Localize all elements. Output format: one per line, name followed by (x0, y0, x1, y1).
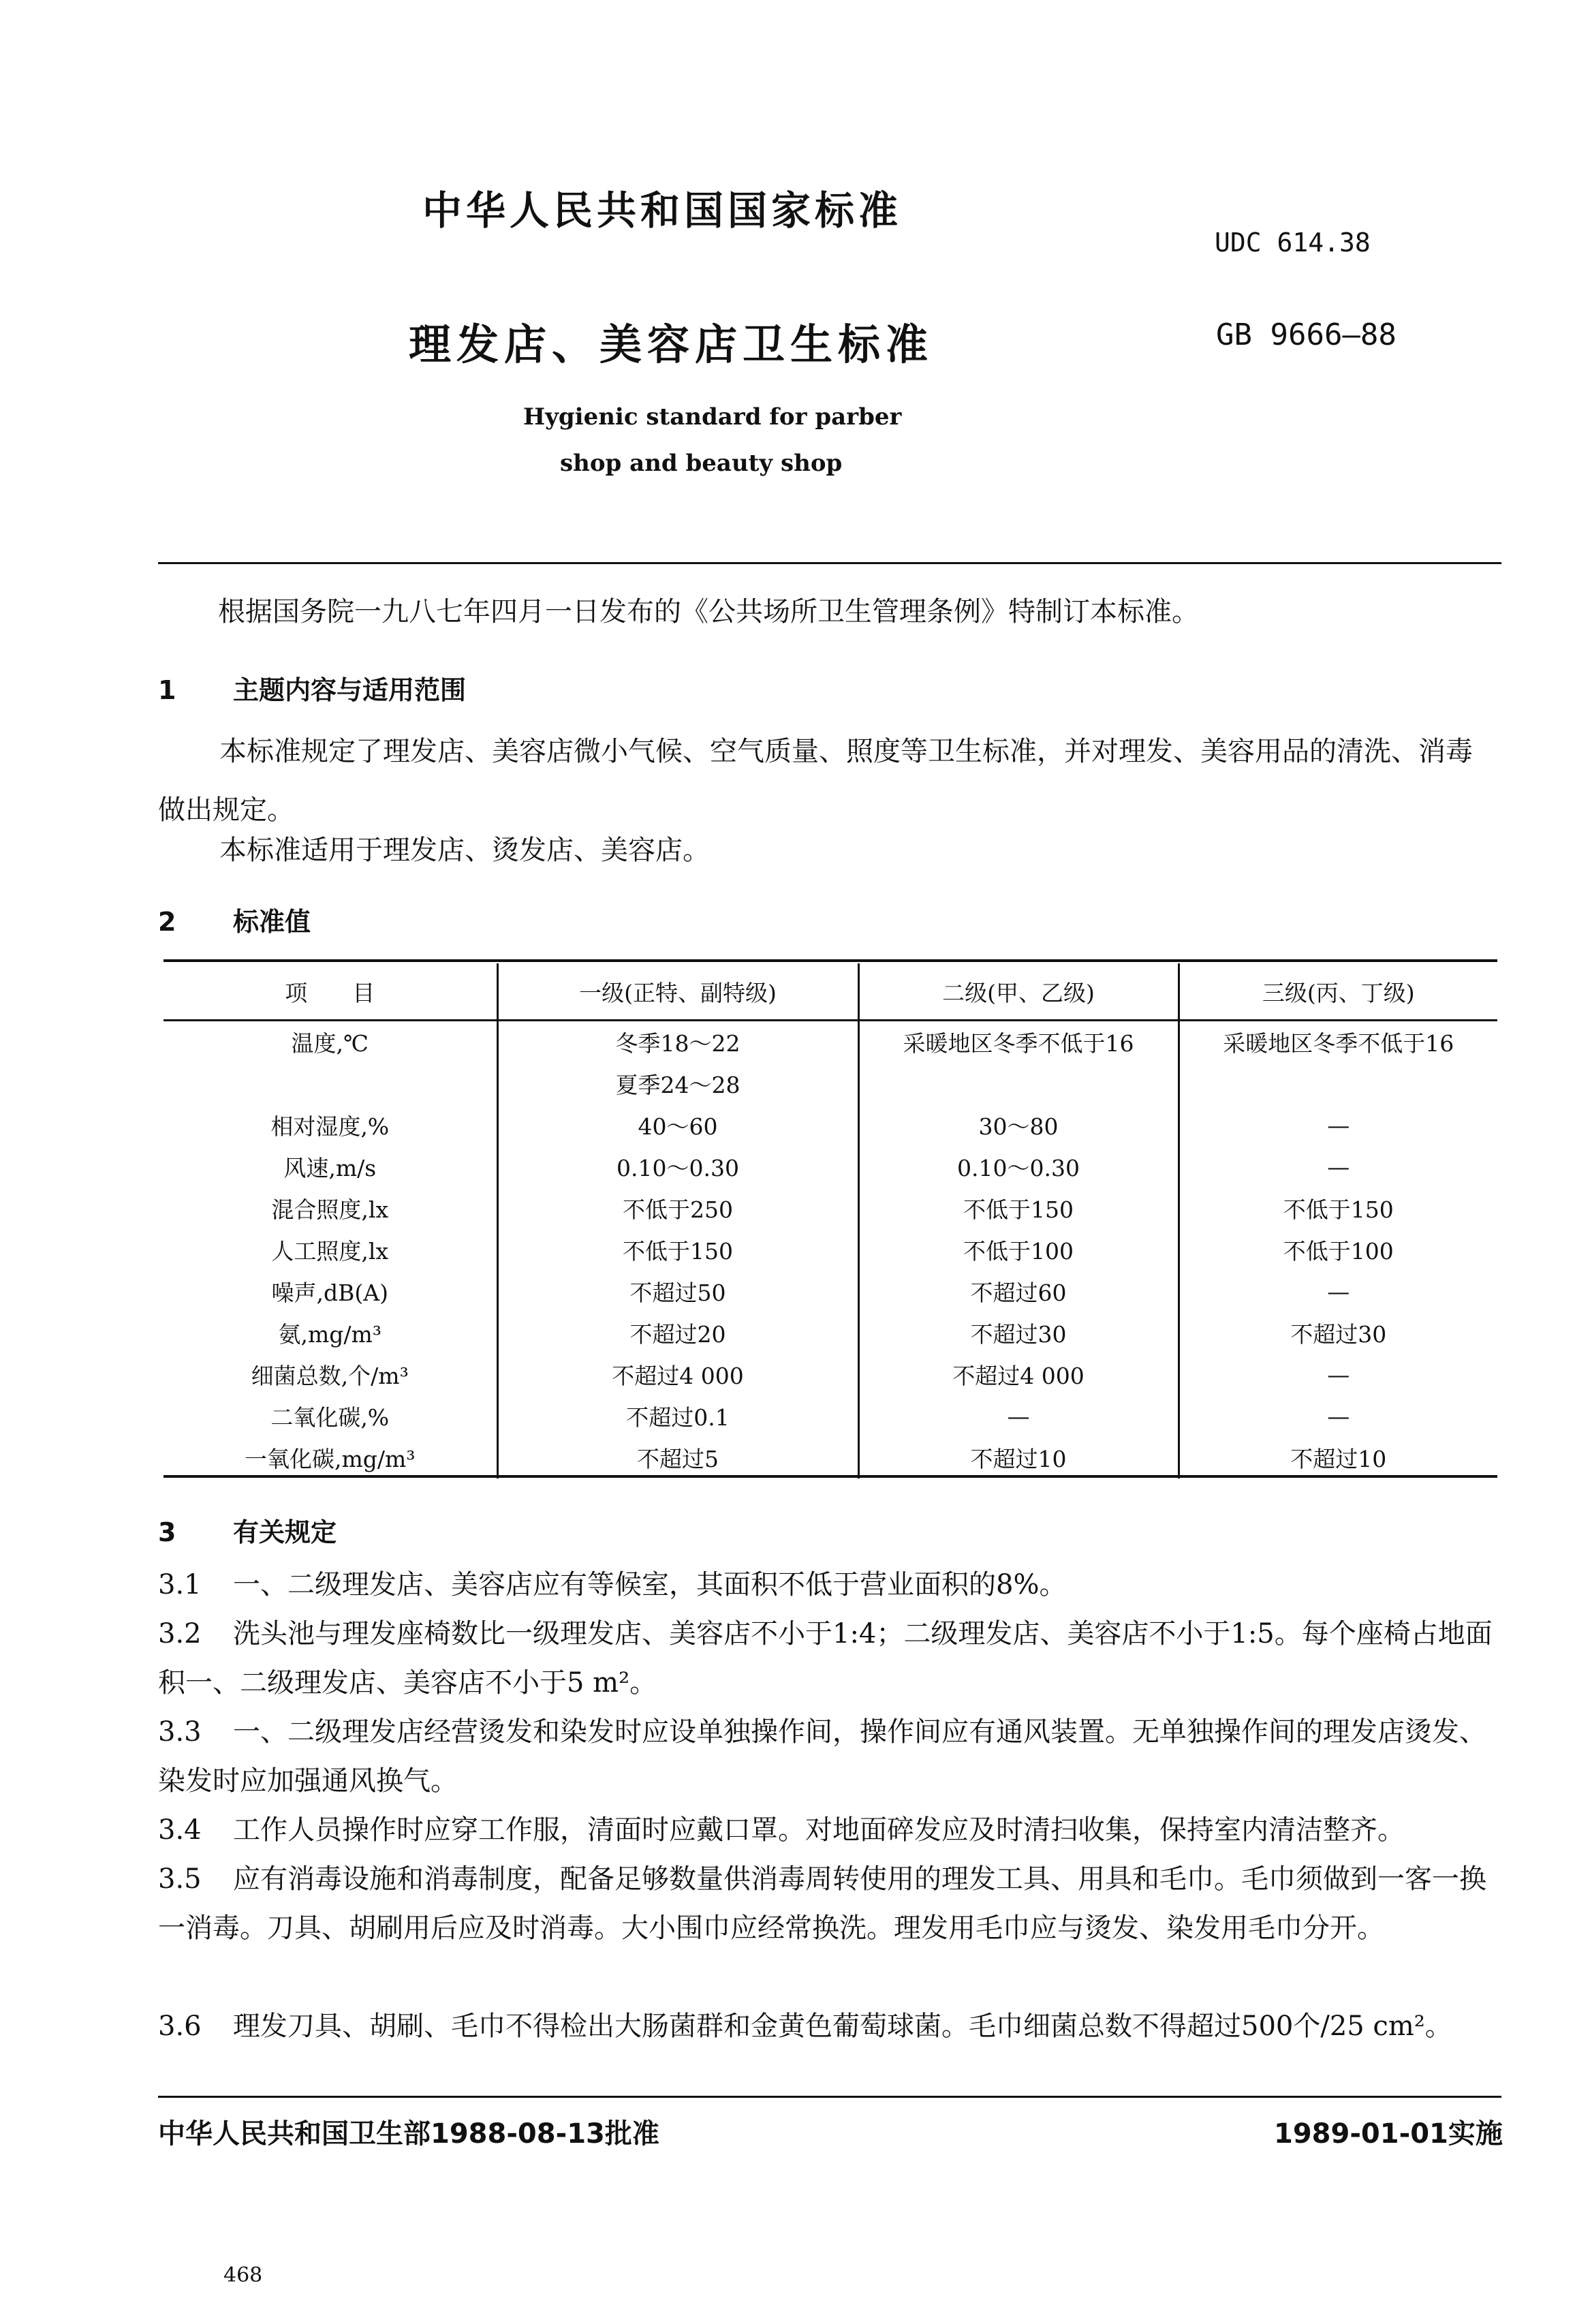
table-cell: 不超过5 (497, 1437, 858, 1478)
section-number: 3 (158, 1517, 176, 1547)
clause-3-1 (158, 1560, 1497, 1609)
table-cell: 不低于150 (858, 1188, 1179, 1229)
section-title: 有关规定 (233, 1517, 337, 1547)
table-row (163, 1271, 1497, 1312)
clause-3-4 (158, 1806, 1497, 1855)
section-title: 标准值 (233, 907, 311, 937)
section-number: 1 (158, 675, 176, 705)
clause-3-2 (158, 1609, 1497, 1707)
table-cell-item: 二氧化碳,% (270, 1404, 390, 1431)
clause-number: 3.4 (158, 1814, 202, 1846)
table-row (163, 1063, 1497, 1104)
clause-3-6 (158, 2002, 1497, 2051)
page-number: 468 (223, 2263, 263, 2287)
table-cell: 不超过0.1 (497, 1395, 858, 1437)
header-divider (158, 562, 1501, 564)
table-cell: — (1179, 1104, 1497, 1146)
table-top-border (163, 959, 1497, 962)
section-2-heading (158, 901, 311, 938)
clause-number: 3.6 (158, 2011, 202, 2042)
table-cell-item: 噪声,dB(A) (271, 1280, 388, 1306)
table-cell: 不低于150 (497, 1229, 858, 1271)
table-cell: 不超过60 (858, 1271, 1179, 1312)
column-header-grade-2: 二级(甲、乙级) (858, 963, 1179, 1021)
table-cell-item: 温度,℃ (291, 1030, 369, 1057)
section-1-paragraph-1: 本标准规定了理发店、美容店微小气候、空气质量、照度等卫生标准，并对理发、美容用品的清洗、消毒做出规定。 (158, 736, 1473, 826)
table-cell: 采暖地区冬季不低于16 (858, 1021, 1179, 1064)
table-cell: — (1179, 1354, 1497, 1395)
column-header-grade-1: 一级(正特、副特级) (497, 963, 858, 1021)
table-cell: — (1179, 1395, 1497, 1437)
section-number: 2 (158, 907, 176, 937)
table-cell-item: 风速,m/s (283, 1155, 377, 1181)
table-cell: 不超过4 000 (858, 1354, 1179, 1395)
table-row (163, 1104, 1497, 1146)
table-cell: 不低于100 (858, 1229, 1179, 1271)
udc-code: UDC 614.38 (1215, 228, 1371, 258)
section-3-heading (158, 1511, 337, 1549)
clause-text: 应有消毒设施和消毒制度，配备足够数量供消毒周转使用的理发工具、用具和毛巾。毛巾须做到一客一换一消毒。刀具、胡刷用后应及时消毒。大小围巾应经常换洗。理发用毛巾应与烫发、染发用毛巾分开。 (158, 1863, 1486, 1944)
table-row (163, 1188, 1497, 1229)
table-row (163, 1229, 1497, 1271)
footer-divider (158, 2096, 1501, 2098)
section-1-paragraph-2: 本标准适用于理发店、烫发店、美容店。 (219, 835, 710, 866)
gb-number: GB 9666—88 (1216, 317, 1397, 352)
table-row (163, 1395, 1497, 1437)
intro-paragraph: 根据国务院一九八七年四月一日发布的《公共场所卫生管理条例》特制订本标准。 (218, 596, 1199, 628)
table-cell: 不超过4 000 (497, 1354, 858, 1395)
table-cell: 不低于250 (497, 1188, 858, 1229)
effective-date: 1989-01-01实施 (1274, 2118, 1503, 2150)
table-row (163, 1146, 1497, 1188)
table-cell: 不低于100 (1179, 1229, 1497, 1271)
clause-text: 工作人员操作时应穿工作服，清面时应戴口罩。对地面碎发应及时清扫收集，保持室内清洁整齐。 (233, 1814, 1405, 1846)
table-row (163, 1021, 1497, 1064)
table-cell: 夏季24～28 (497, 1063, 858, 1104)
clause-number: 3.2 (158, 1618, 202, 1649)
table-bottom-border (163, 1475, 1497, 1478)
national-standard-title: 中华人民共和国国家标准 (422, 187, 903, 234)
clause-3-5 (158, 1855, 1497, 1953)
table-cell-item: 人工照度,lx (271, 1238, 389, 1265)
table-cell: 不超过20 (497, 1312, 858, 1354)
table-cell (858, 1063, 1179, 1104)
table-cell-item (163, 1063, 497, 1104)
table-cell-item: 混合照度,lx (271, 1196, 389, 1223)
english-title-line1: Hygienic standard for parber (523, 403, 902, 431)
english-title-line2: shop and beauty shop (560, 450, 843, 477)
table-cell: 不超过30 (858, 1312, 1179, 1354)
table-cell: — (1179, 1271, 1497, 1312)
column-header-item: 项 目 (285, 979, 375, 1006)
table-row (163, 1354, 1497, 1395)
standard-values-table (163, 963, 1497, 1478)
clause-text: 一、二级理发店经营烫发和染发时应设单独操作间，操作间应有通风装置。无单独操作间的理发店烫发、染发时应加强通风换气。 (158, 1716, 1486, 1797)
clause-text: 一、二级理发店、美容店应有等候室，其面积不低于营业面积的8%。 (233, 1569, 1067, 1600)
table-cell-item: 细菌总数,个/m³ (251, 1363, 409, 1389)
column-header-grade-3: 三级(丙、丁级) (1179, 963, 1497, 1021)
table-cell (1179, 1063, 1497, 1104)
table-cell: 采暖地区冬季不低于16 (1179, 1021, 1497, 1064)
table-cell-item: 相对湿度,% (270, 1113, 390, 1140)
clause-text: 理发刀具、胡刷、毛巾不得检出大肠菌群和金黄色葡萄球菌。毛巾细菌总数不得超过500个/25 cm²。 (233, 2011, 1452, 2042)
table-cell: — (1179, 1146, 1497, 1188)
table-cell: 冬季18～22 (497, 1021, 858, 1064)
clause-3-3 (158, 1707, 1497, 1806)
section-1-heading (158, 669, 466, 707)
table-cell: 不超过10 (1179, 1437, 1497, 1478)
table-cell: 不低于150 (1179, 1188, 1497, 1229)
table-cell: 不超过10 (858, 1437, 1179, 1478)
table-cell: 0.10～0.30 (858, 1146, 1179, 1188)
table-cell: — (858, 1395, 1179, 1437)
table-row (163, 1312, 1497, 1354)
table-cell-item: 一氧化碳,mg/m³ (244, 1446, 416, 1472)
clause-number: 3.3 (158, 1716, 202, 1748)
clause-number: 3.1 (158, 1569, 202, 1600)
table-cell: 不超过50 (497, 1271, 858, 1312)
table-cell: 0.10～0.30 (497, 1146, 858, 1188)
table-cell: 不超过30 (1179, 1312, 1497, 1354)
table-row (163, 1437, 1497, 1478)
clause-number: 3.5 (158, 1863, 202, 1895)
approval-line: 中华人民共和国卫生部1988-08-13批准 (158, 2118, 659, 2150)
document-title: 理发店、美容店卫生标准 (409, 320, 934, 369)
table-header-row (163, 963, 1497, 1021)
clause-text: 洗头池与理发座椅数比一级理发店、美容店不小于1:4；二级理发店、美容店不小于1:5。每个座椅占地面积一、二级理发店、美容店不小于5 m²。 (158, 1618, 1493, 1699)
table-cell-item: 氨,mg/m³ (278, 1321, 382, 1348)
table-cell: 30～80 (858, 1104, 1179, 1146)
table-cell: 40～60 (497, 1104, 858, 1146)
section-title: 主题内容与适用范围 (233, 675, 467, 705)
